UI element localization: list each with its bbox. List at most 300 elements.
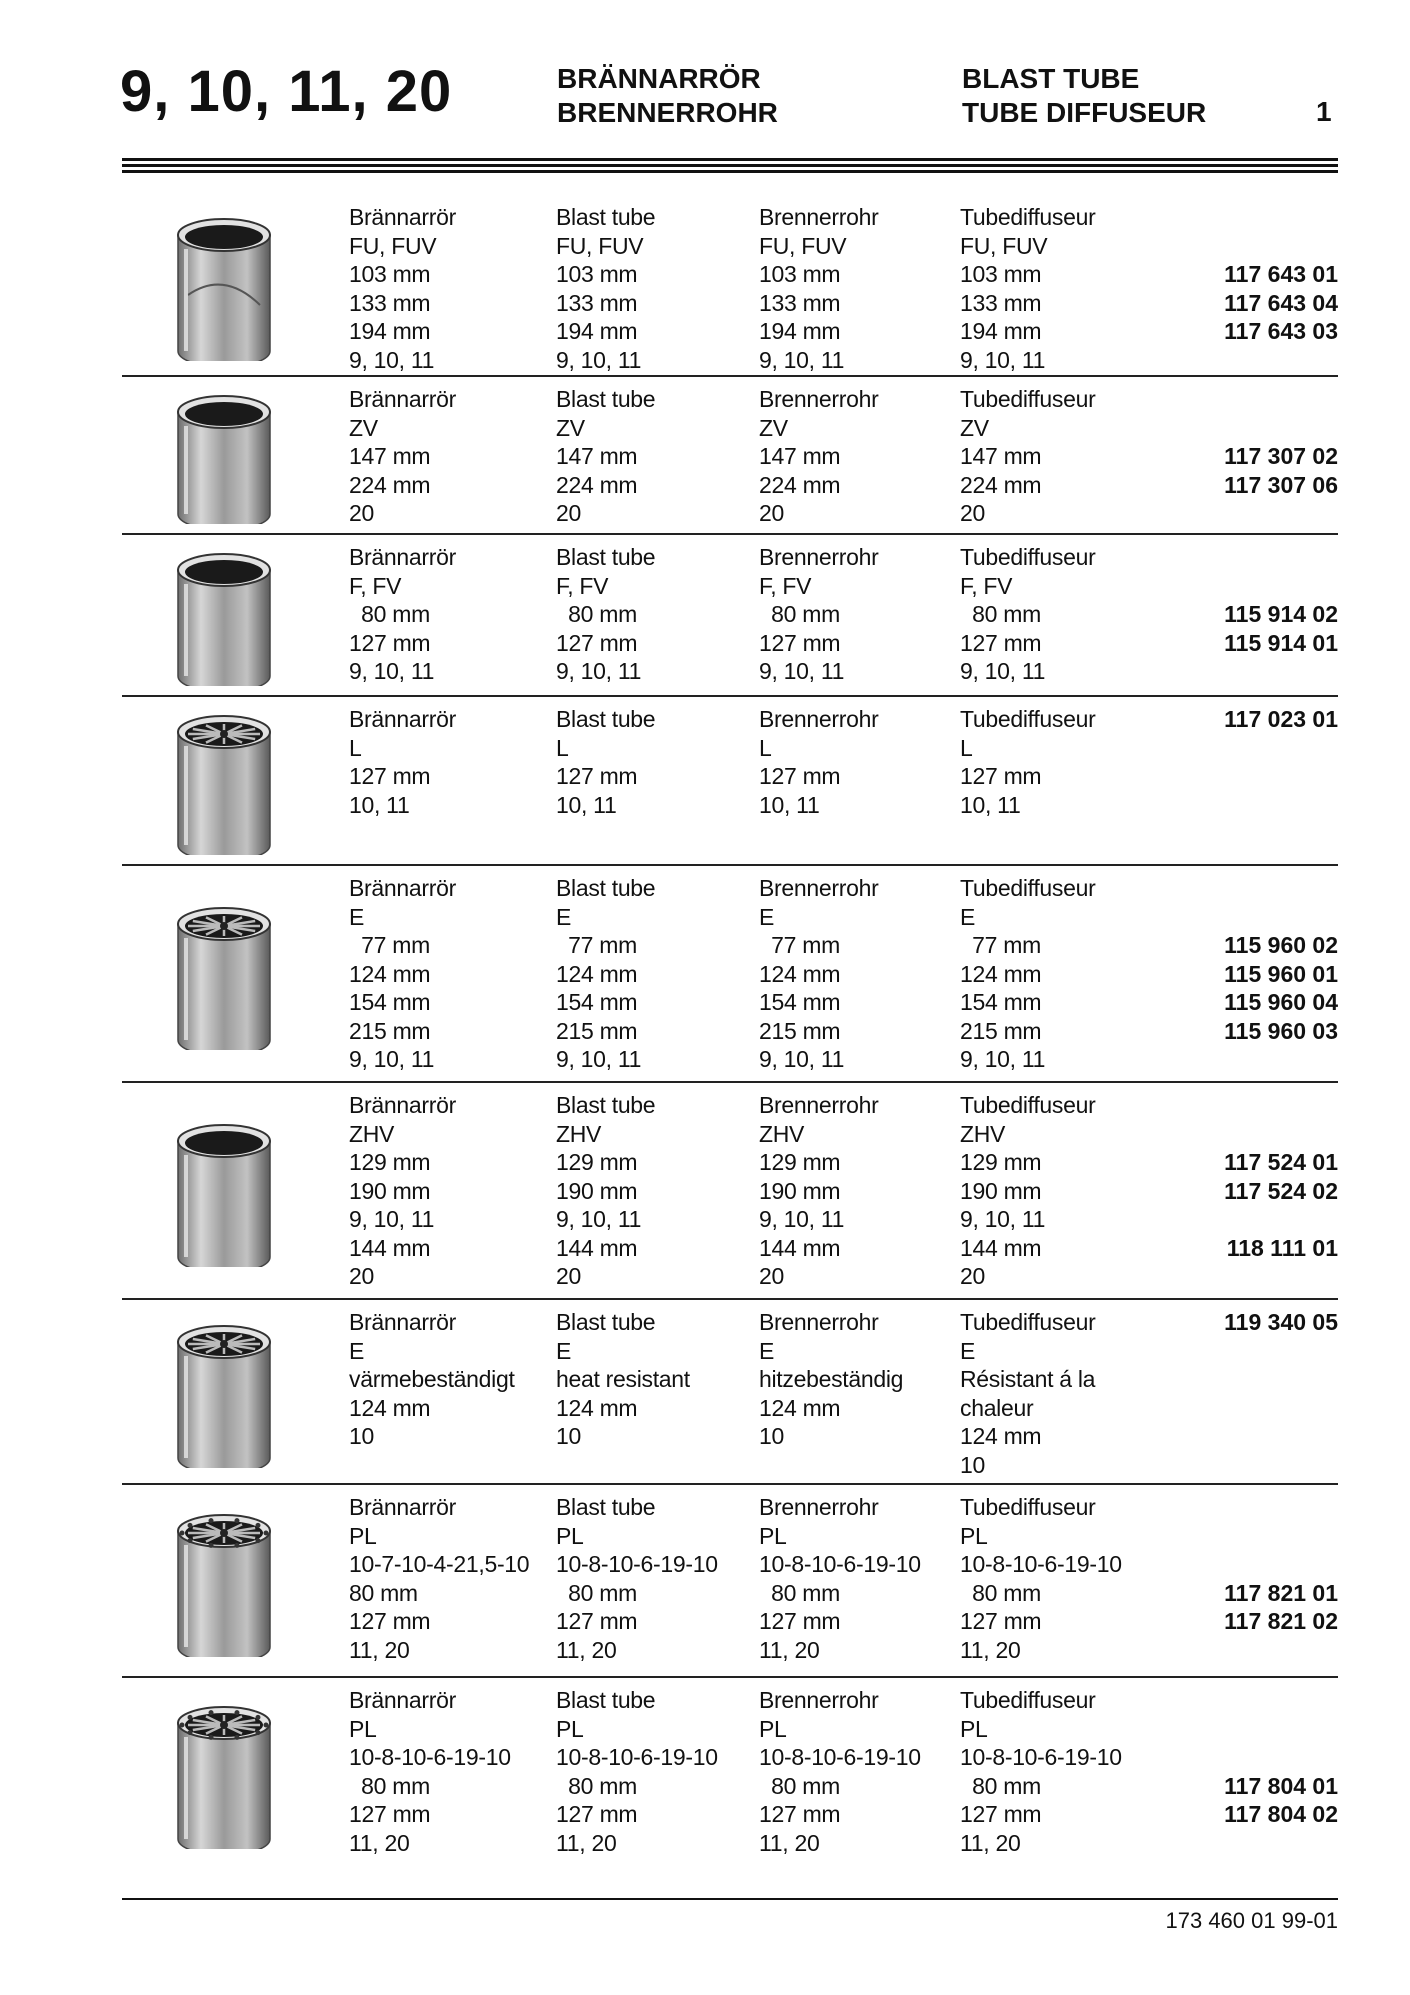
part-numbers: [1224, 1308, 1338, 1451]
header-rule-top: [122, 158, 1338, 161]
description-line: ZV: [759, 414, 788, 441]
description-line: Tubediffuseur: [960, 1092, 1096, 1118]
description-line: Blast tube: [556, 204, 656, 230]
description-line: 154 mm: [349, 989, 431, 1015]
description-german: [759, 874, 878, 1074]
description-line: 11, 20: [759, 1636, 820, 1663]
description-line: Brännarrör: [349, 544, 456, 570]
description-line: E: [556, 903, 572, 930]
description-swedish: [349, 203, 456, 374]
part-number: 115 960 03: [1224, 1017, 1338, 1044]
part-numbers: [1224, 874, 1338, 1074]
description-line: 9, 10, 11: [349, 1046, 435, 1072]
description-line: 127 mm: [556, 763, 638, 789]
description-line: Blast tube: [556, 1494, 656, 1520]
description-line: 20: [556, 500, 581, 526]
description-line: 103 mm: [759, 261, 841, 287]
description-line: 10-8-10-6-19-10: [759, 1744, 921, 1770]
description-english: [556, 543, 655, 686]
description-line: 10-8-10-6-19-10: [556, 1551, 718, 1577]
description-line: 20: [349, 500, 374, 526]
description-line: 194 mm: [349, 318, 431, 344]
description-line: 9, 10, 11: [759, 1046, 845, 1072]
description-line: F, FV: [960, 572, 1013, 599]
part-numbers: [1224, 543, 1338, 686]
description-line: PL: [349, 1522, 377, 1549]
part-number: [1224, 1422, 1338, 1451]
description-line: 194 mm: [960, 318, 1042, 344]
part-number: [1224, 762, 1338, 791]
description-line: 127 mm: [759, 763, 841, 789]
blast-tube-swirler-photo: [172, 708, 276, 855]
description-line: PL: [556, 1715, 584, 1742]
description-line: 77 mm: [556, 932, 637, 958]
description-line: Brännarrör: [349, 875, 456, 901]
description-line: 147 mm: [759, 443, 841, 469]
description-line: 20: [349, 1263, 374, 1289]
description-english: [556, 1686, 718, 1857]
part-number: [1224, 499, 1338, 528]
description-line: 124 mm: [349, 960, 431, 987]
description-line: 154 mm: [960, 989, 1042, 1015]
description-line: 80 mm: [349, 1579, 418, 1606]
part-number: 118 111 01: [1226, 1234, 1338, 1261]
description-line: 80 mm: [759, 1772, 840, 1799]
description-line: 11, 20: [349, 1829, 410, 1856]
description-line: 190 mm: [759, 1177, 841, 1204]
description-line: 133 mm: [349, 289, 431, 316]
description-line: 10, 11: [556, 791, 617, 818]
description-line: L: [759, 734, 772, 761]
description-swedish: [349, 385, 456, 528]
description-line: 127 mm: [556, 629, 638, 656]
description-line: Brännarrör: [349, 1687, 456, 1713]
description-swedish: [349, 1308, 515, 1451]
description-swedish: [349, 705, 456, 819]
description-line: 215 mm: [759, 1017, 841, 1044]
description-line: F, FV: [556, 572, 609, 599]
description-line: 77 mm: [759, 932, 840, 958]
description-line: 20: [960, 500, 985, 526]
description-line: 127 mm: [349, 1801, 431, 1827]
parts-row: [122, 1300, 1338, 1485]
part-number: [1224, 1636, 1338, 1665]
description-line: E: [349, 1337, 365, 1364]
part-number: [1224, 232, 1338, 261]
part-number: [1224, 1365, 1338, 1394]
description-line: L: [349, 734, 362, 761]
description-line: ZV: [556, 414, 585, 441]
description-line: 224 mm: [349, 471, 431, 498]
part-number: [1224, 1715, 1338, 1744]
description-line: 144 mm: [349, 1234, 431, 1261]
part-number: [1224, 1686, 1338, 1715]
part-number: [1224, 1550, 1338, 1579]
description-line: Tubediffuseur: [960, 875, 1096, 901]
description-line: 10-8-10-6-19-10: [960, 1551, 1122, 1577]
description-line: 10-8-10-6-19-10: [349, 1744, 511, 1770]
description-line: 10: [349, 1423, 374, 1449]
description-english: [556, 1493, 718, 1664]
part-number: 117 643 04: [1224, 289, 1338, 316]
description-line: 127 mm: [349, 763, 431, 789]
description-line: 154 mm: [556, 989, 638, 1015]
part-number: 117 643 01: [1224, 261, 1338, 287]
description-line: 144 mm: [759, 1234, 841, 1261]
description-line: Brännarrör: [349, 1092, 456, 1118]
parts-row: [122, 866, 1338, 1083]
description-line: 9, 10, 11: [960, 1046, 1046, 1072]
description-line: 124 mm: [759, 960, 841, 987]
description-line: heat resistant: [556, 1366, 690, 1392]
description-line: 224 mm: [556, 471, 638, 498]
part-number: 117 307 02: [1224, 443, 1338, 469]
part-number: 117 524 01: [1224, 1149, 1338, 1175]
description-line: 11, 20: [556, 1636, 617, 1663]
description-line: 10-8-10-6-19-10: [960, 1744, 1122, 1770]
part-numbers: [1224, 1493, 1338, 1664]
part-number: [1224, 1743, 1338, 1772]
description-line: 11, 20: [349, 1636, 410, 1663]
description-line: 127 mm: [960, 1801, 1042, 1827]
description-line: 133 mm: [556, 289, 638, 316]
description-line: 103 mm: [349, 261, 431, 287]
header-title-swedish-german: [557, 62, 778, 130]
parts-row: [122, 1083, 1338, 1300]
part-number: [1224, 1205, 1338, 1234]
description-english: [556, 203, 655, 374]
part-numbers: [1224, 203, 1338, 374]
description-line: 144 mm: [556, 1234, 638, 1261]
part-number: [1224, 203, 1338, 232]
description-line: 9, 10, 11: [556, 658, 642, 684]
description-line: 103 mm: [960, 261, 1042, 287]
description-line: 190 mm: [960, 1177, 1042, 1204]
part-number: [1224, 572, 1338, 601]
description-line: 127 mm: [960, 763, 1042, 789]
part-number: [1224, 1522, 1338, 1551]
description-line: 224 mm: [759, 471, 841, 498]
description-line: 80 mm: [349, 1772, 430, 1799]
description-line: 11, 20: [960, 1829, 1021, 1856]
description-line: FU, FUV: [759, 232, 847, 259]
description-line: 127 mm: [960, 1608, 1042, 1634]
part-number: [1224, 385, 1338, 414]
description-line: 190 mm: [349, 1177, 431, 1204]
description-line: 80 mm: [349, 601, 430, 627]
description-french: [960, 203, 1095, 374]
description-line: PL: [349, 1715, 377, 1742]
description-french: [960, 1091, 1095, 1291]
description-german: [759, 1686, 921, 1857]
description-line: Brännarrör: [349, 1309, 456, 1335]
description-line: 20: [759, 500, 784, 526]
description-line: 129 mm: [349, 1149, 431, 1175]
description-german: [759, 705, 878, 819]
description-line: ZHV: [759, 1120, 805, 1147]
part-number: [1224, 1394, 1338, 1423]
description-line: hitzebeständig: [759, 1366, 904, 1392]
part-number: [1224, 791, 1338, 820]
description-line: 10-8-10-6-19-10: [759, 1551, 921, 1577]
description-line: FU, FUV: [349, 232, 437, 259]
description-line: 11, 20: [960, 1636, 1021, 1663]
description-line: 194 mm: [556, 318, 638, 344]
description-french: [960, 543, 1095, 686]
description-german: [759, 1308, 903, 1451]
description-line: 124 mm: [759, 1394, 841, 1421]
description-line: Brennerrohr: [759, 706, 879, 732]
description-line: PL: [960, 1522, 988, 1549]
description-line: 215 mm: [556, 1017, 638, 1044]
description-line: 194 mm: [759, 318, 841, 344]
header-title-swedish: BRÄNNARRÖR: [557, 63, 761, 94]
description-line: Blast tube: [556, 1687, 656, 1713]
description-line: 80 mm: [960, 601, 1041, 627]
description-line: Tubediffuseur: [960, 706, 1096, 732]
description-line: F, FV: [349, 572, 402, 599]
description-german: [759, 1091, 878, 1291]
part-number: [1224, 874, 1338, 903]
part-number: 117 821 01: [1224, 1579, 1338, 1606]
description-line: 80 mm: [556, 601, 637, 627]
description-line: Blast tube: [556, 386, 656, 412]
description-line: 10: [759, 1423, 784, 1449]
description-line: 103 mm: [556, 261, 638, 287]
description-line: 127 mm: [556, 1608, 638, 1634]
description-german: [759, 385, 878, 528]
description-line: 80 mm: [759, 601, 840, 627]
description-line: 9, 10, 11: [349, 1206, 435, 1232]
description-french: [960, 1308, 1095, 1479]
description-line: 147 mm: [960, 443, 1042, 469]
description-line: 9, 10, 11: [759, 346, 845, 373]
description-line: 127 mm: [349, 629, 431, 656]
description-line: 9, 10, 11: [759, 1206, 845, 1232]
description-line: 20: [556, 1263, 581, 1289]
description-line: Tubediffuseur: [960, 1494, 1096, 1520]
description-line: L: [960, 734, 973, 761]
part-number: [1224, 734, 1338, 763]
description-swedish: [349, 1493, 529, 1664]
description-french: [960, 385, 1095, 528]
description-line: 10, 11: [349, 791, 410, 818]
description-line: Blast tube: [556, 706, 656, 732]
description-line: 124 mm: [556, 1394, 638, 1421]
description-line: värmebeständigt: [349, 1366, 515, 1392]
description-line: 124 mm: [349, 1394, 431, 1421]
description-line: chaleur: [960, 1394, 1034, 1421]
blast-tube-plain-photo: [172, 1117, 276, 1267]
description-line: 127 mm: [759, 1801, 841, 1827]
description-french: [960, 705, 1095, 819]
description-line: E: [349, 903, 365, 930]
description-line: ZV: [349, 414, 378, 441]
description-line: 215 mm: [349, 1017, 431, 1044]
description-swedish: [349, 1091, 456, 1291]
description-english: [556, 705, 655, 819]
description-line: Brennerrohr: [759, 204, 879, 230]
description-line: 9, 10, 11: [759, 658, 845, 684]
description-line: E: [960, 1337, 976, 1364]
header-rule-mid: [122, 164, 1338, 167]
description-line: PL: [556, 1522, 584, 1549]
description-line: 147 mm: [349, 443, 431, 469]
page-number: 1: [1316, 96, 1332, 127]
description-line: 133 mm: [960, 289, 1042, 316]
blast-tube-perforated-photo: [172, 1507, 276, 1657]
description-line: FU, FUV: [960, 232, 1048, 259]
description-line: Blast tube: [556, 1092, 656, 1118]
part-number: [1224, 1493, 1338, 1522]
parts-row: [122, 697, 1338, 866]
description-line: Tubediffuseur: [960, 1309, 1096, 1335]
header-title-english-french: [962, 62, 1206, 130]
description-english: [556, 1091, 655, 1291]
description-line: L: [556, 734, 569, 761]
part-number: [1224, 1045, 1338, 1074]
description-line: 127 mm: [759, 629, 841, 656]
part-numbers: [1224, 1091, 1338, 1291]
part-number: [1224, 346, 1338, 375]
description-line: Blast tube: [556, 875, 656, 901]
description-line: 127 mm: [349, 1608, 431, 1634]
part-number: 117 023 01: [1224, 706, 1338, 732]
part-number: 117 643 03: [1224, 318, 1338, 344]
description-line: 124 mm: [960, 1423, 1042, 1449]
part-number: 119 340 05: [1224, 1309, 1338, 1335]
parts-row: [122, 377, 1338, 535]
blast-tube-swirler-photo: [172, 900, 276, 1050]
description-line: Blast tube: [556, 1309, 656, 1335]
part-number: 117 821 02: [1224, 1608, 1338, 1634]
description-line: 80 mm: [759, 1579, 840, 1606]
description-line: ZHV: [960, 1120, 1006, 1147]
description-line: 80 mm: [960, 1772, 1041, 1799]
description-line: 9, 10, 11: [556, 346, 642, 373]
header-title-english: BLAST TUBE: [962, 63, 1140, 94]
description-line: 124 mm: [960, 960, 1042, 987]
description-line: Brennerrohr: [759, 1494, 879, 1520]
part-number: [1224, 903, 1338, 932]
part-number: [1224, 1091, 1338, 1120]
description-line: E: [960, 903, 976, 930]
description-line: 224 mm: [960, 471, 1042, 498]
description-line: ZV: [960, 414, 989, 441]
description-french: [960, 874, 1095, 1074]
description-line: 9, 10, 11: [556, 1046, 642, 1072]
description-line: 20: [759, 1263, 784, 1289]
blast-tube-slotted-photo: [172, 211, 276, 361]
description-line: 80 mm: [556, 1772, 637, 1799]
description-line: PL: [759, 1522, 787, 1549]
description-line: Brennerrohr: [759, 1092, 879, 1118]
part-number: 115 960 01: [1224, 960, 1338, 987]
description-line: Résistant á la: [960, 1366, 1096, 1392]
description-line: 190 mm: [556, 1177, 638, 1204]
part-number: [1224, 1120, 1338, 1149]
description-line: 77 mm: [349, 932, 430, 958]
header-rule-bottom: [122, 170, 1338, 173]
part-number: [1224, 414, 1338, 443]
description-line: 147 mm: [556, 443, 638, 469]
document-code: 173 460 01 99-01: [1165, 1908, 1338, 1933]
description-line: 11, 20: [759, 1829, 820, 1856]
header-title-german: BRENNERROHR: [557, 97, 778, 128]
header-title-french: TUBE DIFFUSEUR: [962, 97, 1207, 128]
description-line: PL: [960, 1715, 988, 1742]
description-line: Blast tube: [556, 544, 656, 570]
parts-row: [122, 195, 1338, 377]
description-line: Tubediffuseur: [960, 204, 1096, 230]
description-line: 129 mm: [960, 1149, 1042, 1175]
description-swedish: [349, 1686, 511, 1857]
description-line: 77 mm: [960, 932, 1041, 958]
description-line: Tubediffuseur: [960, 544, 1096, 570]
description-line: E: [759, 1337, 775, 1364]
description-line: 10, 11: [759, 791, 820, 818]
part-number: 115 914 01: [1224, 629, 1338, 656]
description-english: [556, 874, 655, 1074]
part-number: 117 524 02: [1224, 1177, 1338, 1204]
part-number: 117 804 01: [1224, 1772, 1338, 1799]
description-swedish: [349, 874, 456, 1074]
description-line: Brennerrohr: [759, 1687, 879, 1713]
part-number: 117 804 02: [1224, 1801, 1338, 1827]
description-french: [960, 1493, 1122, 1664]
description-line: 9, 10, 11: [960, 346, 1046, 373]
parts-row: [122, 535, 1338, 697]
description-line: Brännarrör: [349, 204, 456, 230]
description-line: Brennerrohr: [759, 875, 879, 901]
description-line: E: [759, 903, 775, 930]
blast-tube-plain-photo: [172, 388, 276, 524]
description-line: 127 mm: [759, 1608, 841, 1634]
footer-rule: [122, 1898, 1338, 1900]
description-line: 10: [556, 1423, 581, 1449]
part-numbers: [1224, 385, 1338, 528]
description-line: 10-8-10-6-19-10: [556, 1744, 718, 1770]
description-line: 10, 11: [960, 791, 1021, 818]
description-line: 133 mm: [759, 289, 841, 316]
part-number: [1224, 543, 1338, 572]
description-swedish: [349, 543, 456, 686]
description-line: ZHV: [556, 1120, 602, 1147]
description-line: 129 mm: [759, 1149, 841, 1175]
description-line: Brännarrör: [349, 1494, 456, 1520]
description-french: [960, 1686, 1122, 1857]
part-number: [1224, 1829, 1338, 1858]
description-line: PL: [759, 1715, 787, 1742]
description-line: 9, 10, 11: [960, 658, 1046, 684]
description-german: [759, 543, 878, 686]
description-line: 154 mm: [759, 989, 841, 1015]
description-line: 9, 10, 11: [349, 346, 435, 373]
page-model-numbers: 9, 10, 11, 20: [120, 59, 453, 124]
part-number: 115 914 02: [1224, 601, 1338, 627]
description-line: 80 mm: [960, 1579, 1041, 1606]
part-number: [1224, 657, 1338, 686]
description-line: 10: [960, 1451, 985, 1478]
description-line: ZHV: [349, 1120, 395, 1147]
description-line: Brännarrör: [349, 386, 456, 412]
description-line: F, FV: [759, 572, 812, 599]
description-english: [556, 385, 655, 528]
description-line: 10-7-10-4-21,5-10: [349, 1551, 530, 1577]
description-line: 9, 10, 11: [349, 658, 435, 684]
blast-tube-plain-photo: [172, 546, 276, 686]
description-line: Tubediffuseur: [960, 386, 1096, 412]
